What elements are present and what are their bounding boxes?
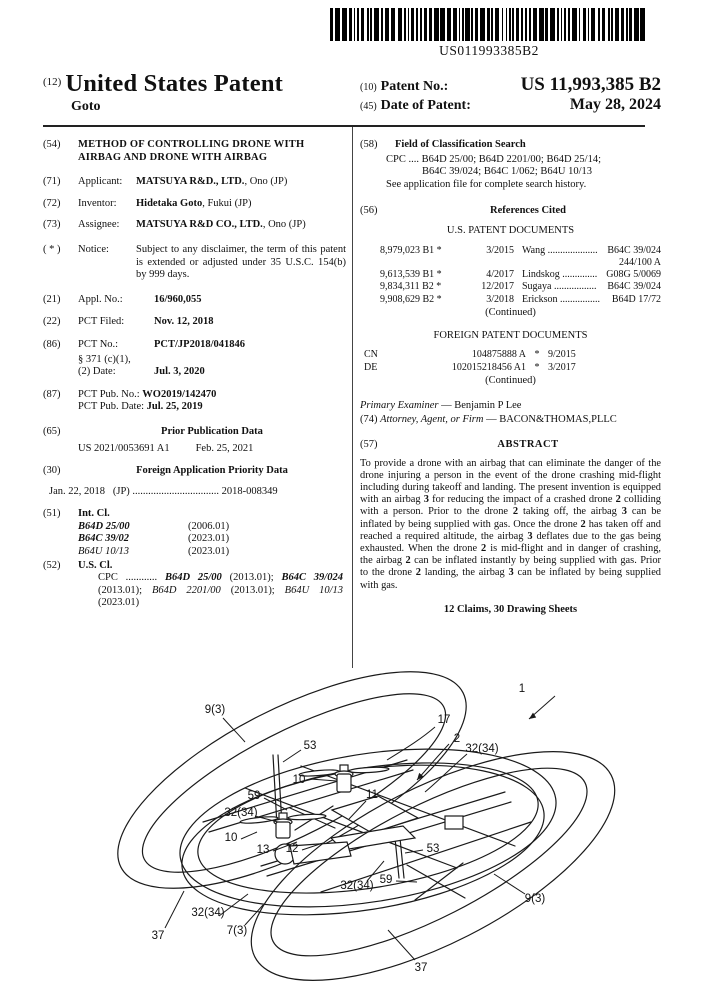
field-title: (54) METHOD OF CONTROLLING DRONE WITH AIRBAG AND DRONE WITH AIRBAG <box>43 139 346 164</box>
prior-pub-number: US 2021/0053691 A1 <box>78 442 170 454</box>
pct-number: PCT/JP2018/041846 <box>154 338 245 350</box>
priority-number: 2018-008349 <box>221 485 278 497</box>
right-column <box>360 139 661 616</box>
page-title: United States Patent <box>65 70 283 97</box>
table-row-continuation: 244/100 A <box>619 256 661 268</box>
figure-label: 32(34) <box>340 880 374 892</box>
invention-title: METHOD OF CONTROLLING DRONE WITH AIRBAG AND DRONE WITH AIRBAG <box>78 139 305 163</box>
field-us-cl: (52) U.S. Cl. <box>43 559 113 571</box>
header-right <box>360 74 661 114</box>
inventor-surname: Goto <box>71 99 101 114</box>
prior-pub-heading: Prior Publication Data <box>161 425 263 437</box>
figure-label: 10 <box>292 774 306 786</box>
prior-pub-line <box>78 443 346 456</box>
figure-label: 53 <box>303 740 317 752</box>
figure-label: 10 <box>224 832 238 844</box>
barcode <box>330 8 648 41</box>
figure-label: 59 <box>247 790 261 802</box>
drawing-figure <box>85 670 630 988</box>
patent-no-label: Patent No.: <box>380 79 449 94</box>
foreign-patent-table <box>364 349 661 374</box>
search-cpc-line2: B64C 39/024; B64C 1/062; B64U 10/13 <box>422 166 593 178</box>
table-row: 9,834,311 B2 * 12/2017 Sugaya ................. B64C 39/024 <box>380 281 661 293</box>
notice-text: Subject to any disclaimer, the term of this patent is extended or adjusted under 35 U.S.C. 154(b) by 999 days. <box>136 243 346 281</box>
pct-filed-date: Nov. 12, 2018 <box>154 316 214 328</box>
pct-pub-date: Jul. 25, 2019 <box>146 401 203 413</box>
figure-label: 12 <box>285 843 299 855</box>
patent-number: US 11,993,385 B2 <box>520 74 661 95</box>
claims-note: 12 Claims, 30 Drawing Sheets <box>443 603 578 615</box>
kind-code-prefix: (12) <box>43 76 62 88</box>
figure-label: 9(3) <box>204 704 226 716</box>
header-left <box>43 70 283 115</box>
patent-no-prefix: (10) <box>360 82 377 93</box>
figure-label: 9(3) <box>524 893 546 905</box>
left-column <box>43 139 346 610</box>
priority-line: Jan. 22, 2018 (JP) ................................. 2018-008349 <box>49 485 278 497</box>
field-applicant: (71) Applicant: MATSUYA R&D., LTD., Ono (JP) <box>43 176 288 188</box>
attorney-name: BACON&THOMAS,PLLC <box>499 414 617 426</box>
figure-label: 11 <box>366 789 378 801</box>
figure-label: 37 <box>151 930 165 942</box>
foreign-priority-heading: Foreign Application Priority Data <box>136 465 288 477</box>
figure-label: 2 <box>453 733 461 745</box>
figure-label: 32(34) <box>191 907 225 919</box>
field-foreign-priority: (30) Foreign Application Priority Data <box>43 465 346 478</box>
int-cl-entry: B64D 25/00 (2006.01) <box>78 520 230 532</box>
prior-pub-date: Feb. 25, 2021 <box>195 442 254 454</box>
assignee-name: MATSUYA R&D CO., LTD. <box>136 219 263 231</box>
foreign-continued: (Continued) <box>485 375 536 387</box>
field-371: § 371 (c)(1), (2) Date: Jul. 3, 2020 <box>78 353 205 378</box>
search-cpc-line1: CPC .... B64D 25/00; B64D 2201/00; B64D 25/14; <box>386 153 601 165</box>
applicant-name: MATSUYA R&D., LTD. <box>136 176 245 188</box>
abstract-heading: ABSTRACT <box>497 439 559 451</box>
national-stage-date: Jul. 3, 2020 <box>154 366 205 378</box>
abstract-heading-row: (57) ABSTRACT <box>360 439 661 452</box>
figure-label: 53 <box>426 843 440 855</box>
column-divider <box>352 127 353 668</box>
field-notice: ( * ) Notice: Subject to any disclaimer, the term of this patent is extended or adjusted under 35 U.S.C. 154(b) by 999 days. <box>43 243 346 281</box>
field-pct-pub: (87) PCT Pub. No.: WO2019/142470 PCT Pub. Date: Jul. 25, 2019 <box>43 388 217 413</box>
int-cl-entry: B64U 10/13 (2023.01) <box>78 546 230 558</box>
field-pct-filed: (22) PCT Filed: Nov. 12, 2018 <box>43 316 346 329</box>
figure-label: 32(34) <box>465 743 499 755</box>
figure-label: 13 <box>256 844 270 856</box>
inventor-name: Hidetaka Goto <box>136 197 203 209</box>
field-inventor: (72) Inventor: Hidetaka Goto, Fukui (JP) <box>43 197 252 209</box>
examiner-name: Benjamin P Lee <box>454 399 522 411</box>
figure-label: 1 <box>518 683 526 695</box>
attorney-line: (74) Attorney, Agent, or Firm — BACON&THOMAS,PLLC <box>360 414 617 426</box>
pct-pub-number: WO2019/142470 <box>142 388 217 400</box>
search-note: See application file for complete search history. <box>386 178 587 190</box>
field-assignee: (73) Assignee: MATSUYA R&D CO., LTD., Ono (JP) <box>43 219 306 231</box>
figure-label: 32(34) <box>224 807 258 819</box>
date-prefix: (45) <box>360 101 377 112</box>
us-continued: (Continued) <box>485 307 536 319</box>
us-patent-documents-heading: U.S. PATENT DOCUMENTS <box>446 224 575 236</box>
date-of-patent: May 28, 2024 <box>569 96 661 113</box>
table-row: 9,613,539 B1 * 4/2017 Lindskog .............. G08G 5/0069 <box>380 269 661 281</box>
field-classification-search: (58) Field of Classification Search <box>360 139 526 150</box>
table-row: 9,908,629 B2 * 3/2018 Erickson ................ B64D 17/72 <box>380 293 661 305</box>
figure-label: 17 <box>437 714 451 726</box>
header-rule <box>43 125 645 127</box>
primary-examiner: Primary Examiner — Benjamin P Lee <box>360 399 522 411</box>
us-patent-table <box>380 245 661 306</box>
drone-line-drawing <box>85 670 630 988</box>
figure-label: 7(3) <box>226 925 248 937</box>
barcode-text: US011993385B2 <box>439 43 539 58</box>
field-int-cl: (51) Int. Cl. <box>43 508 110 520</box>
us-cl-cpc: CPC ............ B64D 25/00 (2013.01); B64C 39/024 (2013.01); B64D 2201/00 (2013.01); B64U 10/13 (2023.01) <box>98 572 343 609</box>
foreign-patent-documents-heading: FOREIGN PATENT DOCUMENTS <box>433 329 588 341</box>
figure-label: 37 <box>414 962 428 974</box>
figure-label: 59 <box>379 874 393 886</box>
field-pct-no: (86) PCT No.: PCT/JP2018/041846 <box>43 339 346 352</box>
field-references-cited: (56) References Cited <box>360 205 566 217</box>
field-appl-no: (21) Appl. No.: 16/960,055 <box>43 294 346 307</box>
table-row: DE 102015218456 A1 * 3/2017 <box>364 361 576 373</box>
table-row: 8,979,023 B1 * 3/2015 Wang .................... B64C 39/024 <box>380 244 661 256</box>
field-prior-pub: (65) Prior Publication Data <box>43 426 346 439</box>
abstract-text: To provide a drone with an airbag that can eliminate the danger of the drone injuring a person in the event of the drone crashing mid-flight including during takeoff and landing. The present invention is equipped with an airbag 3 for reducing the impact of a crashed drone 2 colliding with a person. Prior to the drone 2 taking off, the airbag 3 can be inflated by being supplied with gas. Once the drone 2 has taken off and reached a required altitude, the airbag 3 deflates due to the gas being exhausted. When the drone 2 is mid-flight and in danger of crashing, the airbag 2 can be inflated instantly by being supplied with gas. Prior to the drone 2 landing, the airbag 3 can be inflated by being supplied with gas. <box>360 457 662 591</box>
table-row: CN 104875888 A * 9/2015 <box>364 349 576 361</box>
date-of-patent-label: Date of Patent: <box>380 98 471 113</box>
int-cl-entry: B64C 39/02 (2023.01) <box>78 533 230 545</box>
application-number: 16/960,055 <box>154 293 202 305</box>
